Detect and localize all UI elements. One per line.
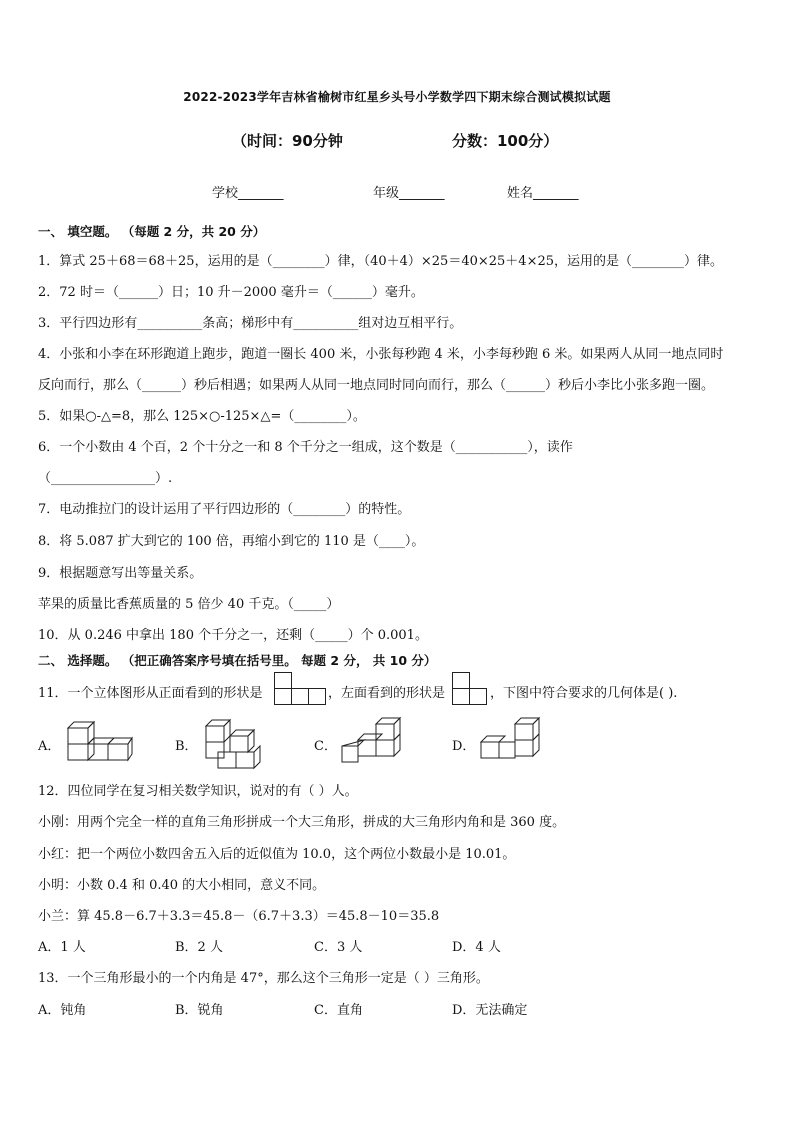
question-11-part-1: 11．一个立体图形从正面看到的形状是 — [38, 686, 263, 701]
question-12-statement-1: 小刚：用两个完全一样的直角三角形拼成一个大三角形，拼成的大三角形内角和是 360 度。 — [38, 815, 566, 830]
option-11-c-label: C． — [314, 739, 337, 754]
left-view-figure — [452, 672, 488, 706]
question-12: 12．四位同学在复习相关数学知识，说对的有（ ）人。 — [38, 784, 358, 799]
question-9: 9．根据题意写出等量关系。 — [38, 566, 203, 581]
question-6-line-1: 6．一个小数由 4 个百，2 个十分之一和 8 个千分之一组成，这个数是（___________），读作 — [38, 440, 573, 455]
front-view-figure — [274, 672, 326, 706]
left-view-square-1 — [453, 689, 470, 705]
question-7: 7．电动推拉门的设计运用了平行四边形的（________）的特性。 — [38, 502, 411, 517]
question-12-statement-3: 小明：小数 0.4 和 0.40 的大小相同，意义不同。 — [38, 878, 326, 893]
grade-field: 年级_______ — [373, 186, 445, 201]
question-12-statement-2: 小红：把一个两位小数四舍五入后的近似值为 10.0，这个两位小数最小是 10.01。 — [38, 847, 516, 862]
option-12-d: D．4 人 — [452, 940, 501, 955]
left-view-square-2 — [470, 689, 487, 705]
front-view-square-2 — [292, 689, 309, 705]
question-2: 2．72 时＝（______）日；10 升－2000 毫升＝（______）毫升。 — [38, 285, 424, 300]
question-4-line-1: 4．小张和小李在环形跑道上跑步，跑道一圈长 400 米，小张每秒跑 4 米，小李每秒跑 6 米。如果两人从同一地点同时 — [38, 347, 724, 362]
front-view-square-1 — [275, 689, 292, 705]
question-13: 13．一个三角形最小的一个内角是 47°，那么这个三角形一定是（ ）三角形。 — [38, 971, 489, 986]
option-11-a-label: A． — [38, 739, 61, 754]
section-2-heading: 二、 选择题。 （把正确答案序号填在括号里。 每题 2 分， 共 10 分） — [38, 653, 437, 668]
option-11-b-label: B． — [175, 739, 198, 754]
question-12-statement-4: 小兰：算 45.8－6.7＋3.3＝45.8－（6.7＋3.3）＝45.8－10＝35.8 — [38, 909, 440, 924]
question-5: 5．如果○-△=8，那么 125×○-125×△=（________）。 — [38, 409, 366, 424]
option-11-b-figure — [204, 718, 266, 770]
question-8: 8．将 5.087 扩大到它的 100 倍，再缩小到它的 110 是（____）。 — [38, 534, 425, 549]
front-view-square-top — [275, 673, 292, 689]
question-9-detail: 苹果的质量比香蕉质量的 5 倍少 40 千克。（_____） — [38, 597, 340, 612]
option-11-d-label: D． — [452, 739, 476, 754]
question-3: 3．平行四边形有__________条高；梯形中有__________组对边互相平行。 — [38, 316, 463, 331]
option-12-a: A．1 人 — [38, 940, 86, 955]
question-11-part-3: ，下图中符合要求的几何体是( ). — [490, 686, 678, 701]
option-11-a-figure — [66, 718, 132, 762]
school-field: 学校_______ — [212, 186, 284, 201]
question-10: 10．从 0.246 中拿出 180 个千分之一，还剩（_____）个 0.001。 — [38, 628, 428, 643]
left-view-square-top — [453, 673, 470, 689]
question-6-line-2: （________________）. — [38, 471, 173, 486]
option-11-d-figure — [479, 716, 545, 766]
question-11-part-2: ，左面看到的形状是 — [328, 686, 446, 701]
exam-time: （时间：90分钟 — [232, 132, 343, 150]
question-4-line-2: 反向而行，那么（______）秒后相遇；如果两人从同一地点同时同向而行，那么（______）秒后小李比小张多跑一圈。 — [38, 378, 715, 393]
option-11-c-figure — [340, 716, 404, 766]
option-13-d: D．无法确定 — [452, 1003, 528, 1018]
option-12-b: B．2 人 — [175, 940, 223, 955]
front-view-square-3 — [309, 689, 326, 705]
option-13-c: C．直角 — [314, 1003, 363, 1018]
page-title: 2022-2023学年吉林省榆树市红星乡头号小学数学四下期末综合测试模拟试题 — [183, 90, 611, 104]
name-field: 姓名_______ — [507, 186, 579, 201]
option-12-c: C．3 人 — [314, 940, 363, 955]
exam-score: 分数：100分） — [452, 132, 559, 150]
option-13-a: A．钝角 — [38, 1003, 87, 1018]
option-13-b: B．锐角 — [175, 1003, 224, 1018]
question-1: 1．算式 25＋68＝68＋25，运用的是（________）律，（40＋4）×25＝40×25＋4×25，运用的是（________）律。 — [38, 254, 724, 269]
section-1-heading: 一、 填空题。 （每题 2 分，共 20 分） — [38, 224, 266, 239]
